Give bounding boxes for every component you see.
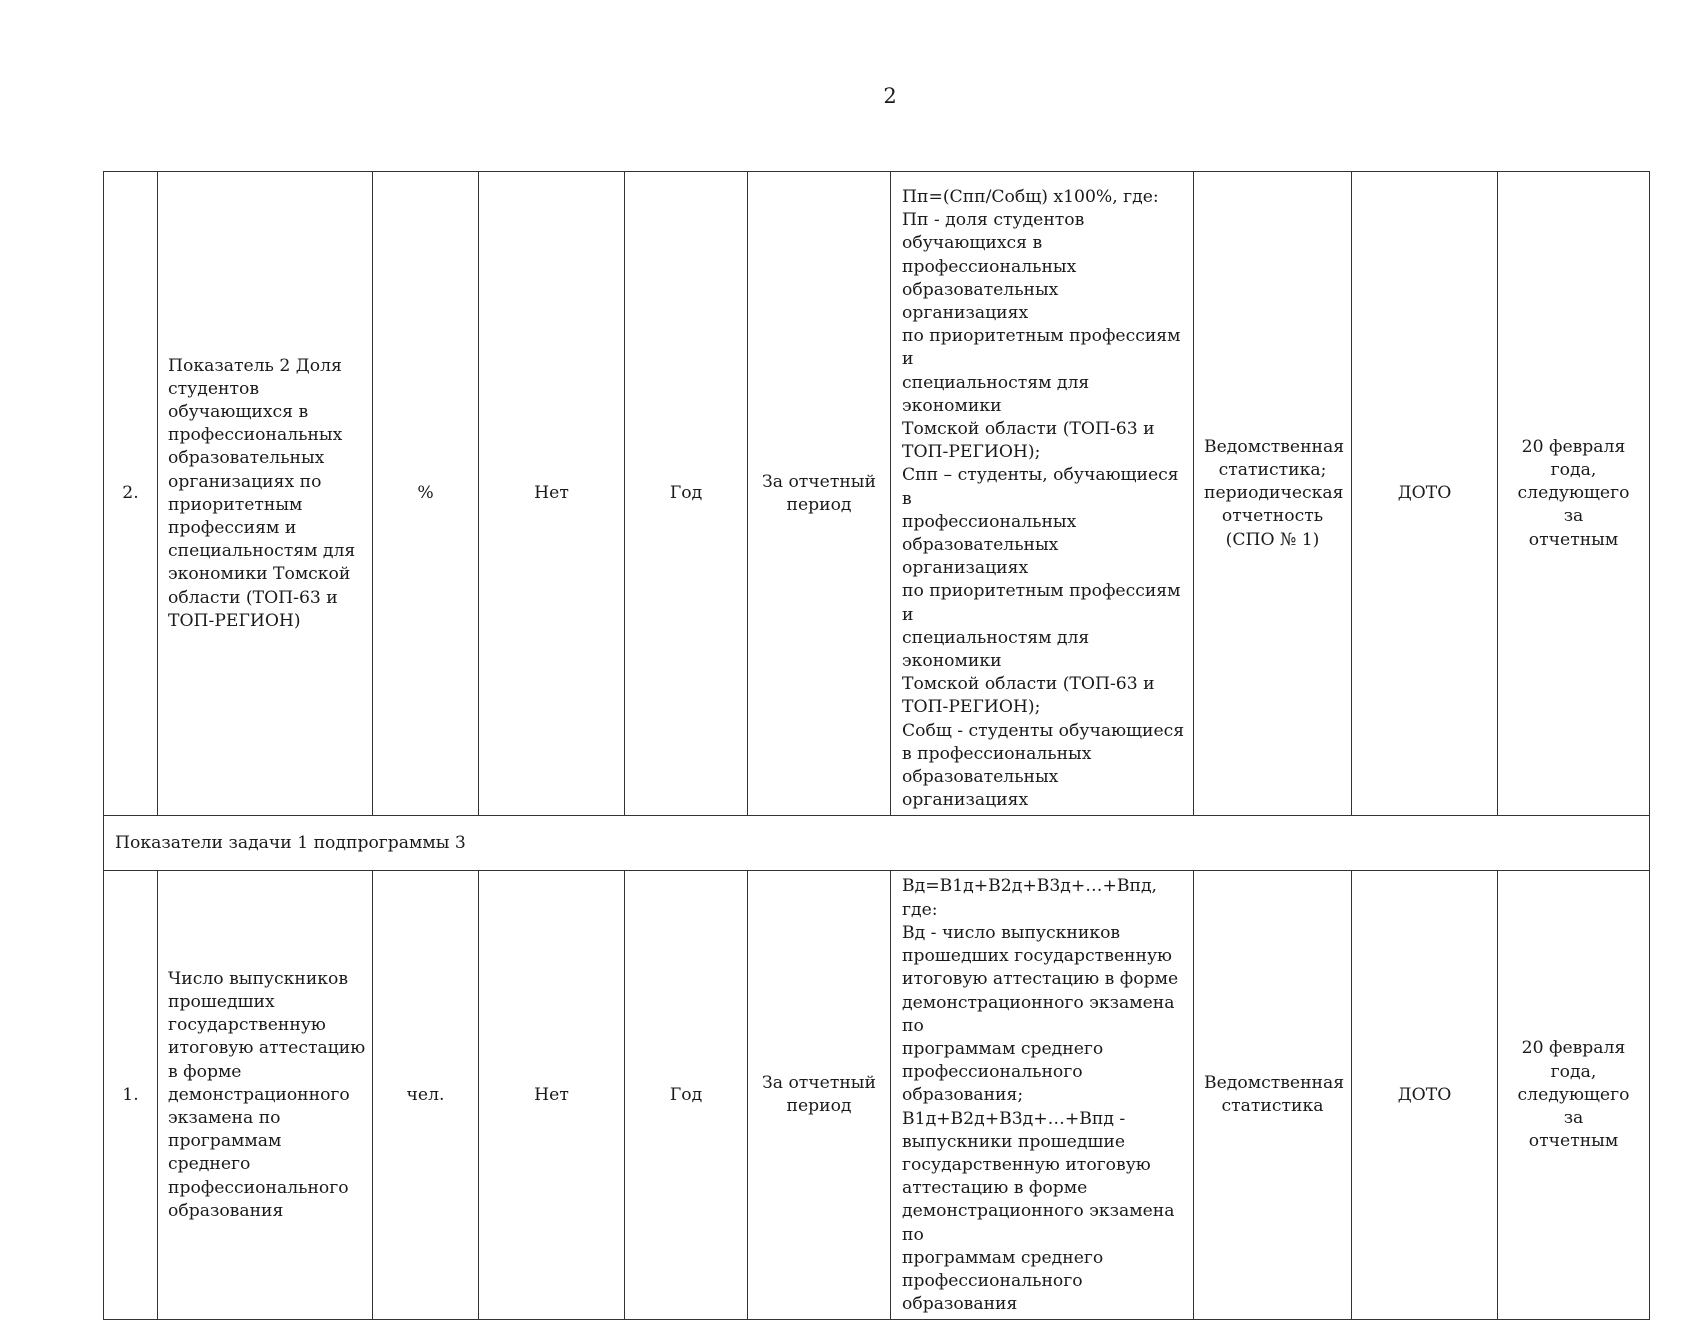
indicator-name-cell: Показатель 2 Доля студентов обучающихся в профессиональных образовательных организациях по приоритетным профессиям и специальностям для экономики Томской области (ТОП-63 и ТОП-РЕГИОН): [158, 172, 373, 816]
responsible-cell: ДОТО: [1352, 871, 1498, 1320]
formula-cell: Пп=(Спп/Собщ) х100%, где: Пп - доля студентов обучающихся в профессиональных образовательных организациях по приоритетным профессиям и специальностям для экономики Томской области (ТОП-63 и ТОП-РЕГИОН); Спп – студенты, обучающиеся в профессиональных образовательных организациях по приоритетным профессиям и специальностям для экономики Томской области (ТОП-63 и ТОП-РЕГИОН); Собщ - студенты обучающиеся в профессиональных образовательных организациях: [891, 172, 1194, 816]
table-row: [104, 871, 1650, 1320]
timing-cell: За отчетный период: [748, 871, 891, 1320]
indicator-name-cell: Число выпускников прошедших государственную итоговую аттестацию в форме демонстрационного экзамена по программам среднего профессионального образования: [158, 871, 373, 1320]
periodicity-cell: Год: [625, 871, 748, 1320]
deadline-cell: 20 февраля года, следующего за отчетным: [1498, 172, 1650, 816]
formula-cell: Вд=В1д+В2д+В3д+…+Впд, где: Вд - число выпускников прошедших государственную итоговую аттестацию в форме демонстрационного экзамена по программам среднего профессионального образования; В1д+В2д+В3д+…+Впд - выпускники прошедшие государственную итоговую аттестацию в форме демонстрационного экзамена по программам среднего профессионального образования: [891, 871, 1194, 1320]
periodicity-cell: Год: [625, 172, 748, 816]
flag-cell: Нет: [479, 172, 625, 816]
deadline-cell: 20 февраля года, следующего за отчетным: [1498, 871, 1650, 1320]
source-cell: Ведомственная статистика: [1194, 871, 1352, 1320]
unit-cell: чел.: [373, 871, 479, 1320]
responsible-cell: ДОТО: [1352, 172, 1498, 816]
source-cell: Ведомственная статистика; периодическая отчетность (СПО № 1): [1194, 172, 1352, 816]
table-row: [104, 172, 1650, 816]
timing-cell: За отчетный период: [748, 172, 891, 816]
section-header: Показатели задачи 1 подпрограммы 3: [104, 816, 1650, 871]
unit-cell: %: [373, 172, 479, 816]
section-header-row: [104, 816, 1650, 871]
page-number: 2: [883, 84, 897, 108]
row-number-cell: 1.: [104, 871, 158, 1320]
flag-cell: Нет: [479, 871, 625, 1320]
indicators-table: [103, 171, 1650, 1320]
row-number-cell: 2.: [104, 172, 158, 816]
